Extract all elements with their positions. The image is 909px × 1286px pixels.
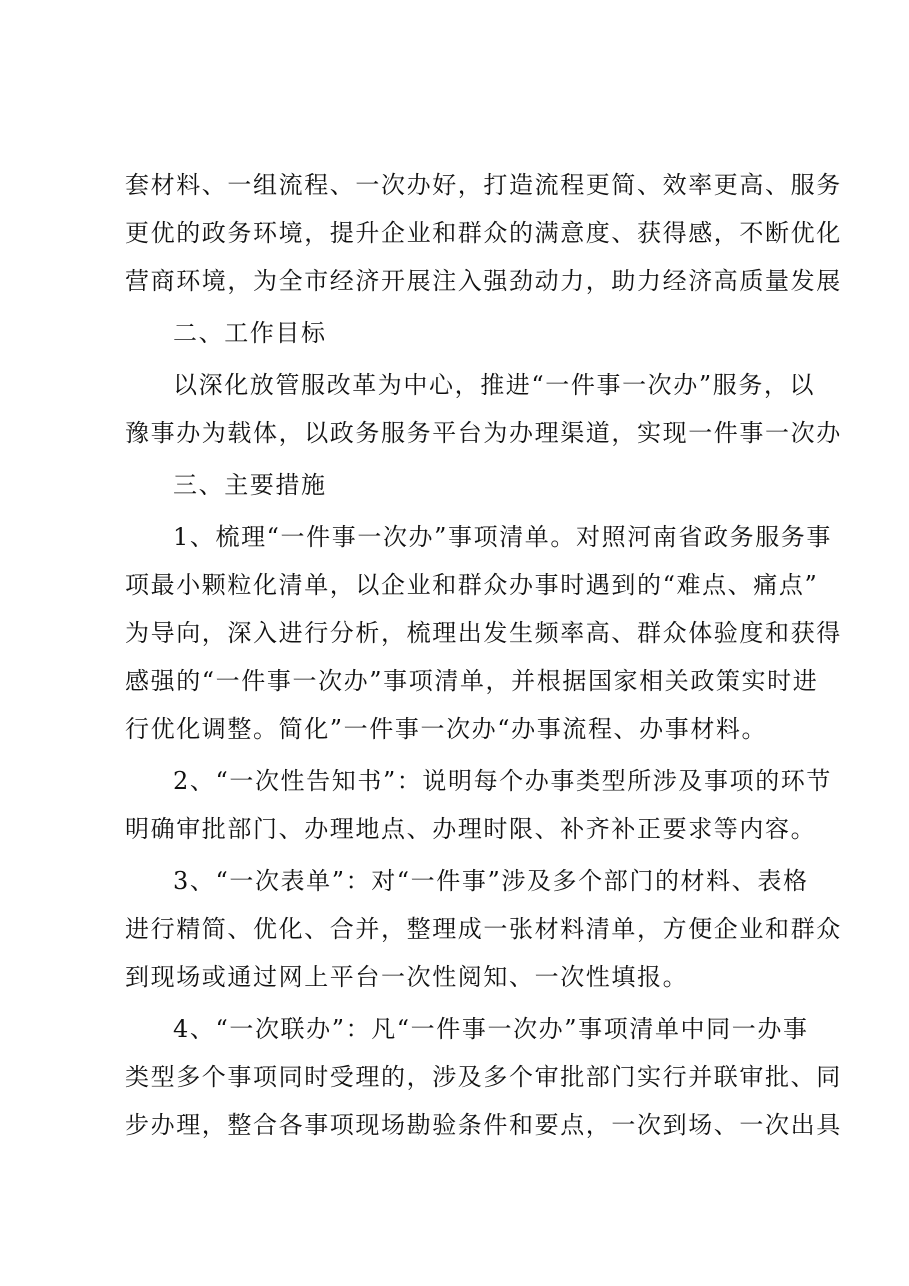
paragraph-line: 豫事办为载体，以政务服务平台为办理渠道，实现一件事一次办 bbox=[125, 419, 842, 447]
section-heading: 三、主要措施 bbox=[173, 471, 327, 499]
paragraph-line: 以深化放管服改革为中心，推进“一件事一次办”服务，以 bbox=[173, 371, 816, 399]
paragraph-line: 套材料、一组流程、一次办好，打造流程更简、效率更高、服务 bbox=[125, 171, 842, 199]
paragraph-line: 为导向，深入进行分析，梳理出发生频率高、群众体验度和获得 bbox=[125, 619, 842, 647]
document-body bbox=[125, 161, 842, 1149]
paragraph-line: 步办理，整合各事项现场勘验条件和要点，一次到场、一次出具 bbox=[125, 1111, 842, 1139]
paragraph-line: 类型多个事项同时受理的，涉及多个审批部门实行并联审批、同 bbox=[125, 1063, 842, 1091]
paragraph-line: 3、“一次表单”：对“一件事”涉及多个部门的材料、表格 bbox=[173, 867, 809, 895]
paragraph-line: 到现场或通过网上平台一次性阅知、一次性填报。 bbox=[125, 963, 689, 991]
paragraph-line: 进行精简、优化、合并，整理成一张材料清单，方便企业和群众 bbox=[125, 915, 842, 943]
section-heading: 二、工作目标 bbox=[173, 319, 327, 347]
paragraph-line: 项最小颗粒化清单，以企业和群众办事时遇到的“难点、痛点” bbox=[125, 571, 819, 599]
paragraph-line: 4、“一次联办”：凡“一件事一次办”事项清单中同一办事 bbox=[173, 1015, 809, 1043]
paragraph-line: 更优的政务环境，提升企业和群众的满意度、获得感，不断优化 bbox=[125, 219, 842, 247]
paragraph-line: 2、“一次性告知书”：说明每个办事类型所涉及事项的环节 bbox=[173, 767, 833, 795]
paragraph-line: 营商环境，为全市经济开展注入强劲动力，助力经济高质量发展 bbox=[125, 267, 842, 295]
paragraph-line: 1、梳理“一件事一次办”事项清单。对照河南省政务服务事 bbox=[173, 523, 833, 551]
paragraph-line: 明确审批部门、办理地点、办理时限、补齐补正要求等内容。 bbox=[125, 815, 817, 843]
paragraph-line: 行优化调整。简化”一件事一次办“办事流程、办事材料。 bbox=[125, 715, 768, 743]
paragraph-line: 感强的“一件事一次办”事项清单，并根据国家相关政策实时进 bbox=[125, 667, 819, 695]
